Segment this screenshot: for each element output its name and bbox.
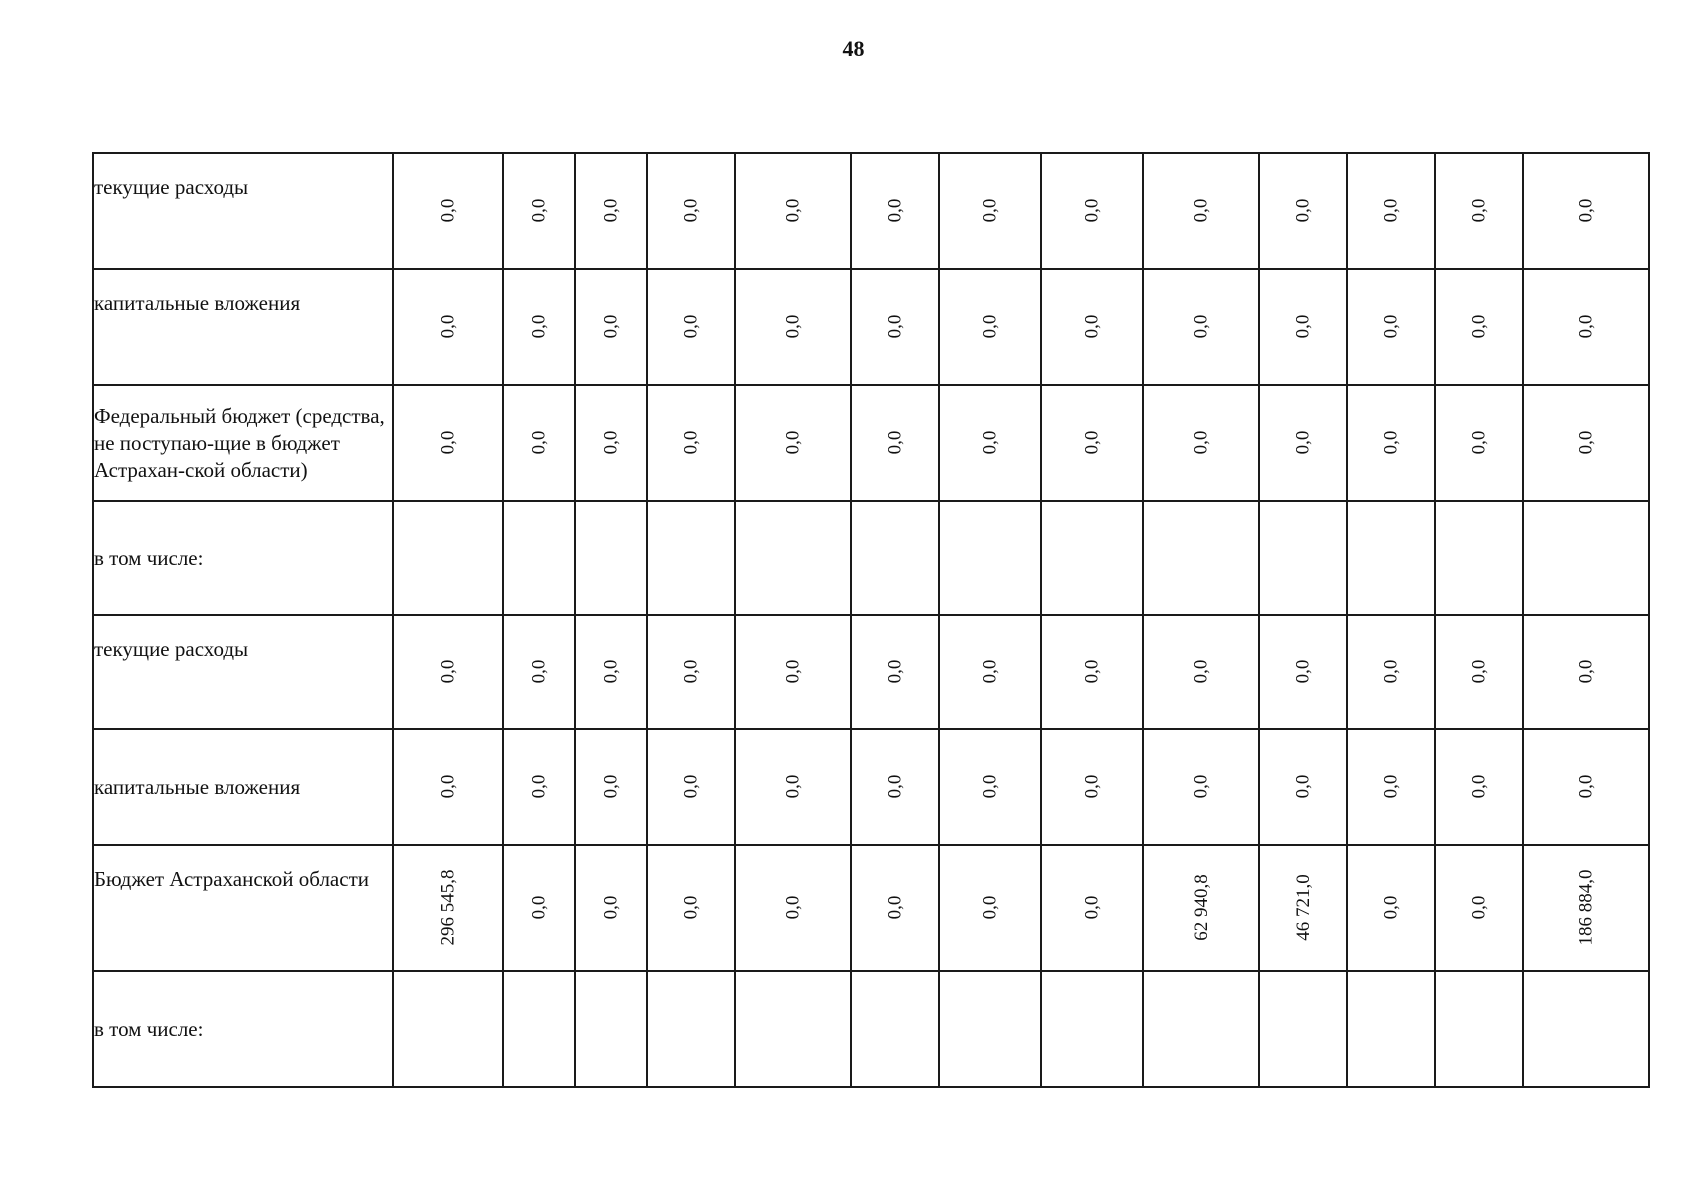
table-row — [93, 385, 1649, 501]
cell-value: 0,0 — [600, 198, 622, 223]
value-cell — [1259, 153, 1347, 269]
value-cell — [1143, 385, 1259, 501]
cell-value: 0,0 — [1081, 895, 1103, 920]
value-cell — [1259, 971, 1347, 1087]
cell-value: 0,0 — [1380, 430, 1402, 455]
row-label: текущие расходы — [93, 615, 393, 729]
value-cell — [851, 971, 939, 1087]
value-cell — [1041, 845, 1143, 971]
cell-value: 0,0 — [1380, 774, 1402, 799]
value-cell — [851, 729, 939, 845]
value-cell — [1347, 615, 1435, 729]
value-cell — [503, 971, 575, 1087]
cell-value: 0,0 — [1292, 314, 1314, 339]
cell-value: 0,0 — [1575, 430, 1597, 455]
cell-value: 0,0 — [1190, 774, 1212, 799]
value-cell — [393, 269, 503, 385]
table-row — [93, 615, 1649, 729]
cell-value: 0,0 — [1081, 198, 1103, 223]
value-cell — [393, 153, 503, 269]
value-cell — [1523, 501, 1649, 615]
cell-value: 62 940,8 — [1190, 874, 1212, 941]
value-cell — [1435, 729, 1523, 845]
value-cell — [1347, 845, 1435, 971]
cell-value: 0,0 — [680, 314, 702, 339]
cell-value: 0,0 — [1575, 314, 1597, 339]
value-cell — [1435, 845, 1523, 971]
cell-value: 0,0 — [680, 895, 702, 920]
value-cell — [1041, 971, 1143, 1087]
value-cell — [1143, 615, 1259, 729]
value-cell — [647, 269, 735, 385]
value-cell — [393, 729, 503, 845]
value-cell — [1259, 269, 1347, 385]
value-cell — [503, 729, 575, 845]
value-cell — [503, 501, 575, 615]
value-cell — [851, 269, 939, 385]
cell-value: 0,0 — [1575, 774, 1597, 799]
value-cell — [939, 845, 1041, 971]
cell-value: 0,0 — [1575, 198, 1597, 223]
cell-value: 0,0 — [1380, 659, 1402, 684]
value-cell — [503, 153, 575, 269]
value-cell — [939, 269, 1041, 385]
value-cell — [1041, 501, 1143, 615]
value-cell — [851, 845, 939, 971]
value-cell — [647, 615, 735, 729]
value-cell — [1259, 845, 1347, 971]
value-cell — [1435, 153, 1523, 269]
value-cell — [1143, 501, 1259, 615]
value-cell — [939, 615, 1041, 729]
value-cell — [647, 385, 735, 501]
value-cell — [575, 501, 647, 615]
cell-value: 0,0 — [437, 659, 459, 684]
cell-value: 0,0 — [979, 659, 1001, 684]
value-cell — [1143, 729, 1259, 845]
value-cell — [575, 845, 647, 971]
value-cell — [1347, 269, 1435, 385]
cell-value: 0,0 — [680, 659, 702, 684]
cell-value: 0,0 — [528, 314, 550, 339]
value-cell — [1143, 971, 1259, 1087]
value-cell — [851, 615, 939, 729]
cell-value: 0,0 — [528, 895, 550, 920]
value-cell — [735, 501, 851, 615]
value-cell — [1523, 615, 1649, 729]
cell-value: 0,0 — [600, 895, 622, 920]
value-cell — [939, 385, 1041, 501]
value-cell — [1347, 729, 1435, 845]
value-cell — [647, 153, 735, 269]
cell-value: 0,0 — [1575, 659, 1597, 684]
value-cell — [393, 615, 503, 729]
value-cell — [1143, 269, 1259, 385]
value-cell — [1435, 971, 1523, 1087]
cell-value: 186 884,0 — [1575, 869, 1597, 946]
row-label: Федеральный бюджет (средства, не поступаю-щие в бюджет Астрахан-ской области) — [93, 385, 393, 501]
cell-value: 0,0 — [1081, 774, 1103, 799]
cell-value: 0,0 — [1190, 430, 1212, 455]
value-cell — [735, 615, 851, 729]
cell-value: 0,0 — [437, 430, 459, 455]
value-cell — [575, 153, 647, 269]
table-row — [93, 845, 1649, 971]
cell-value: 0,0 — [437, 314, 459, 339]
value-cell — [1143, 153, 1259, 269]
value-cell — [393, 845, 503, 971]
value-cell — [1523, 385, 1649, 501]
cell-value: 0,0 — [1292, 659, 1314, 684]
table-row — [93, 971, 1649, 1087]
cell-value: 0,0 — [600, 659, 622, 684]
value-cell — [503, 269, 575, 385]
cell-value: 0,0 — [680, 774, 702, 799]
cell-value: 46 721,0 — [1292, 874, 1314, 941]
cell-value: 0,0 — [1292, 430, 1314, 455]
value-cell — [735, 385, 851, 501]
value-cell — [851, 385, 939, 501]
value-cell — [1435, 385, 1523, 501]
table-row — [93, 729, 1649, 845]
cell-value: 0,0 — [1081, 430, 1103, 455]
cell-value: 0,0 — [884, 430, 906, 455]
table-row — [93, 269, 1649, 385]
cell-value: 0,0 — [782, 774, 804, 799]
value-cell — [1041, 269, 1143, 385]
cell-value: 0,0 — [437, 774, 459, 799]
value-cell — [851, 153, 939, 269]
cell-value: 0,0 — [600, 774, 622, 799]
row-label: капитальные вложения — [93, 269, 393, 385]
cell-value: 0,0 — [884, 774, 906, 799]
cell-value: 0,0 — [782, 659, 804, 684]
value-cell — [503, 615, 575, 729]
cell-value: 0,0 — [979, 314, 1001, 339]
value-cell — [735, 729, 851, 845]
value-cell — [851, 501, 939, 615]
value-cell — [575, 615, 647, 729]
cell-value: 0,0 — [1081, 659, 1103, 684]
table-row — [93, 153, 1649, 269]
value-cell — [735, 153, 851, 269]
value-cell — [1259, 385, 1347, 501]
value-cell — [1523, 153, 1649, 269]
value-cell — [1347, 153, 1435, 269]
cell-value: 0,0 — [979, 774, 1001, 799]
value-cell — [647, 845, 735, 971]
cell-value: 0,0 — [1380, 895, 1402, 920]
value-cell — [503, 385, 575, 501]
value-cell — [1259, 729, 1347, 845]
value-cell — [647, 729, 735, 845]
cell-value: 0,0 — [528, 774, 550, 799]
cell-value: 0,0 — [437, 198, 459, 223]
value-cell — [735, 971, 851, 1087]
value-cell — [575, 385, 647, 501]
cell-value: 296 545,8 — [437, 869, 459, 946]
cell-value: 0,0 — [979, 895, 1001, 920]
value-cell — [575, 729, 647, 845]
cell-value: 0,0 — [782, 430, 804, 455]
value-cell — [1143, 845, 1259, 971]
cell-value: 0,0 — [884, 198, 906, 223]
cell-value: 0,0 — [1292, 774, 1314, 799]
value-cell — [939, 729, 1041, 845]
cell-value: 0,0 — [979, 430, 1001, 455]
cell-value: 0,0 — [680, 198, 702, 223]
cell-value: 0,0 — [1468, 430, 1490, 455]
table-body — [93, 153, 1649, 1087]
budget-table — [92, 152, 1650, 1088]
cell-value: 0,0 — [1190, 314, 1212, 339]
value-cell — [939, 501, 1041, 615]
value-cell — [393, 501, 503, 615]
cell-value: 0,0 — [782, 198, 804, 223]
cell-value: 0,0 — [1190, 198, 1212, 223]
row-label: в том числе: — [93, 501, 393, 615]
row-label: Бюджет Астраханской области — [93, 845, 393, 971]
value-cell — [1347, 385, 1435, 501]
cell-value: 0,0 — [1190, 659, 1212, 684]
value-cell — [575, 971, 647, 1087]
cell-value: 0,0 — [782, 895, 804, 920]
row-label: текущие расходы — [93, 153, 393, 269]
value-cell — [1041, 615, 1143, 729]
cell-value: 0,0 — [600, 430, 622, 455]
cell-value: 0,0 — [1468, 314, 1490, 339]
row-label: в том числе: — [93, 971, 393, 1087]
value-cell — [1041, 153, 1143, 269]
value-cell — [1041, 385, 1143, 501]
cell-value: 0,0 — [1468, 895, 1490, 920]
cell-value: 0,0 — [1292, 198, 1314, 223]
value-cell — [503, 845, 575, 971]
table-row — [93, 501, 1649, 615]
value-cell — [1523, 269, 1649, 385]
value-cell — [735, 845, 851, 971]
value-cell — [939, 153, 1041, 269]
value-cell — [1435, 269, 1523, 385]
value-cell — [647, 501, 735, 615]
cell-value: 0,0 — [600, 314, 622, 339]
value-cell — [1523, 845, 1649, 971]
cell-value: 0,0 — [979, 198, 1001, 223]
value-cell — [939, 971, 1041, 1087]
value-cell — [1523, 971, 1649, 1087]
value-cell — [1259, 501, 1347, 615]
value-cell — [1259, 615, 1347, 729]
cell-value: 0,0 — [1468, 774, 1490, 799]
cell-value: 0,0 — [528, 430, 550, 455]
value-cell — [735, 269, 851, 385]
value-cell — [575, 269, 647, 385]
cell-value: 0,0 — [1380, 314, 1402, 339]
value-cell — [1523, 729, 1649, 845]
row-label: капитальные вложения — [93, 729, 393, 845]
value-cell — [393, 971, 503, 1087]
value-cell — [1041, 729, 1143, 845]
cell-value: 0,0 — [1468, 659, 1490, 684]
value-cell — [1347, 971, 1435, 1087]
cell-value: 0,0 — [1468, 198, 1490, 223]
cell-value: 0,0 — [884, 659, 906, 684]
cell-value: 0,0 — [528, 659, 550, 684]
value-cell — [393, 385, 503, 501]
value-cell — [1435, 615, 1523, 729]
value-cell — [647, 971, 735, 1087]
value-cell — [1435, 501, 1523, 615]
cell-value: 0,0 — [884, 895, 906, 920]
cell-value: 0,0 — [528, 198, 550, 223]
value-cell — [1347, 501, 1435, 615]
cell-value: 0,0 — [1380, 198, 1402, 223]
page-number: 48 — [842, 36, 865, 61]
cell-value: 0,0 — [884, 314, 906, 339]
cell-value: 0,0 — [1081, 314, 1103, 339]
cell-value: 0,0 — [680, 430, 702, 455]
cell-value: 0,0 — [782, 314, 804, 339]
